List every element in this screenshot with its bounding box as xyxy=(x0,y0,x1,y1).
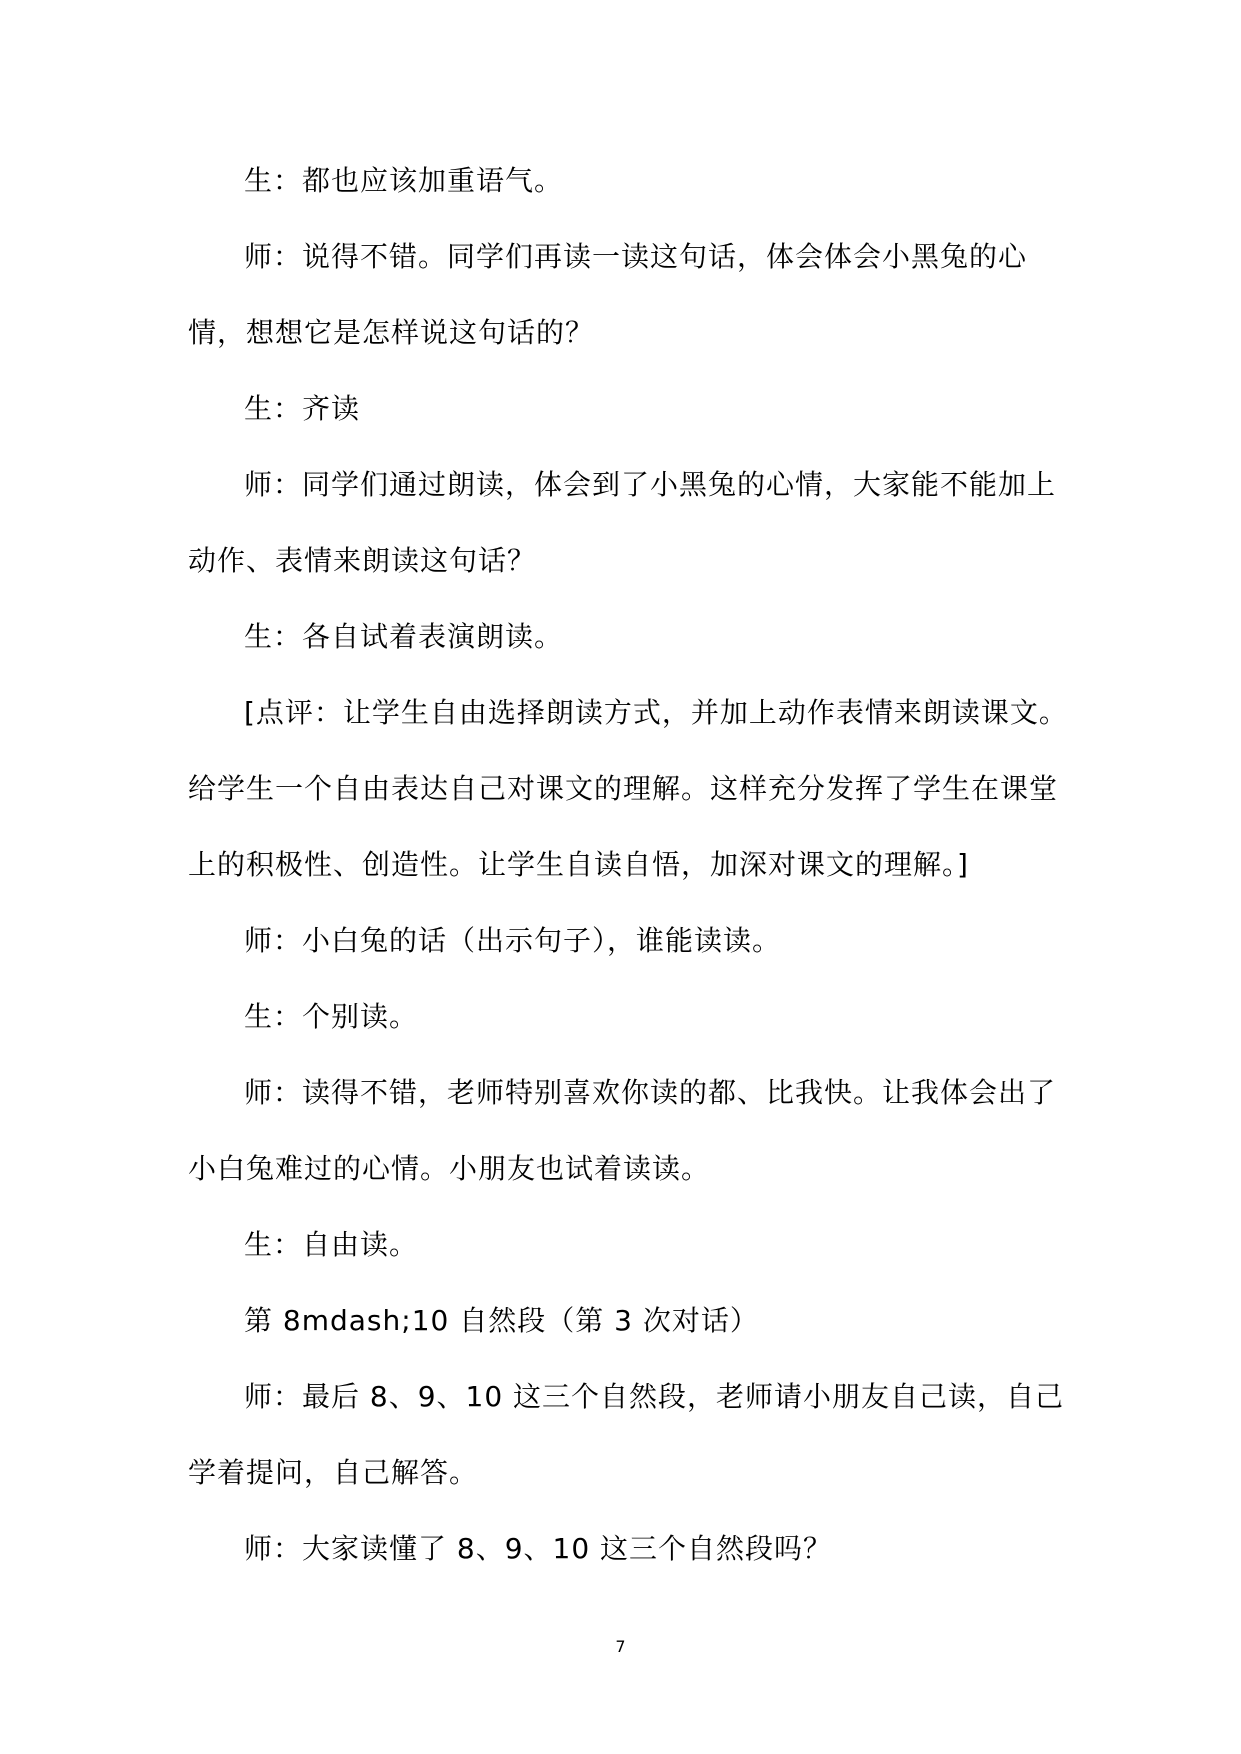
paragraph: 师：读得不错，老师特别喜欢你读的都、比我快。让我体会出了小白兔难过的心情。小朋友也试着读读。 xyxy=(188,1076,1057,1185)
page-number: 7 xyxy=(615,1637,626,1656)
section-heading: 第 8mdash;10 自然段（第 3 次对话） xyxy=(244,1304,759,1337)
paragraph: 生：都也应该加重语气。 xyxy=(244,164,564,197)
document-body xyxy=(188,143,1068,1587)
paragraph: 师：大家读懂了 8、9、10 这三个自然段吗？ xyxy=(244,1532,833,1565)
paragraph: 师：同学们通过朗读，体会到了小黑兔的心情，大家能不能加上动作、表情来朗读这句话？ xyxy=(188,468,1057,577)
paragraph: 师：最后 8、9、10 这三个自然段，老师请小朋友自己读，自己学着提问，自己解答。 xyxy=(188,1380,1065,1489)
paragraph: 师：小白兔的话（出示句子），谁能读读。 xyxy=(244,924,782,957)
paragraph: 师：说得不错。同学们再读一读这句话，体会体会小黑兔的心情，想想它是怎样说这句话的？ xyxy=(188,240,1028,349)
paragraph: 生：个别读。 xyxy=(244,1000,419,1033)
paragraph: 生：各自试着表演朗读。 xyxy=(244,620,564,653)
paragraph: 生：齐读 xyxy=(244,392,361,425)
commentary-paragraph: [点评：让学生自由选择朗读方式，并加上动作表情来朗读课文。给学生一个自由表达自己对课文的理解。这样充分发挥了学生在课堂上的积极性、创造性。让学生自读自悟，加深对课文的理解。] xyxy=(188,696,1068,881)
paragraph: 生：自由读。 xyxy=(244,1228,419,1261)
